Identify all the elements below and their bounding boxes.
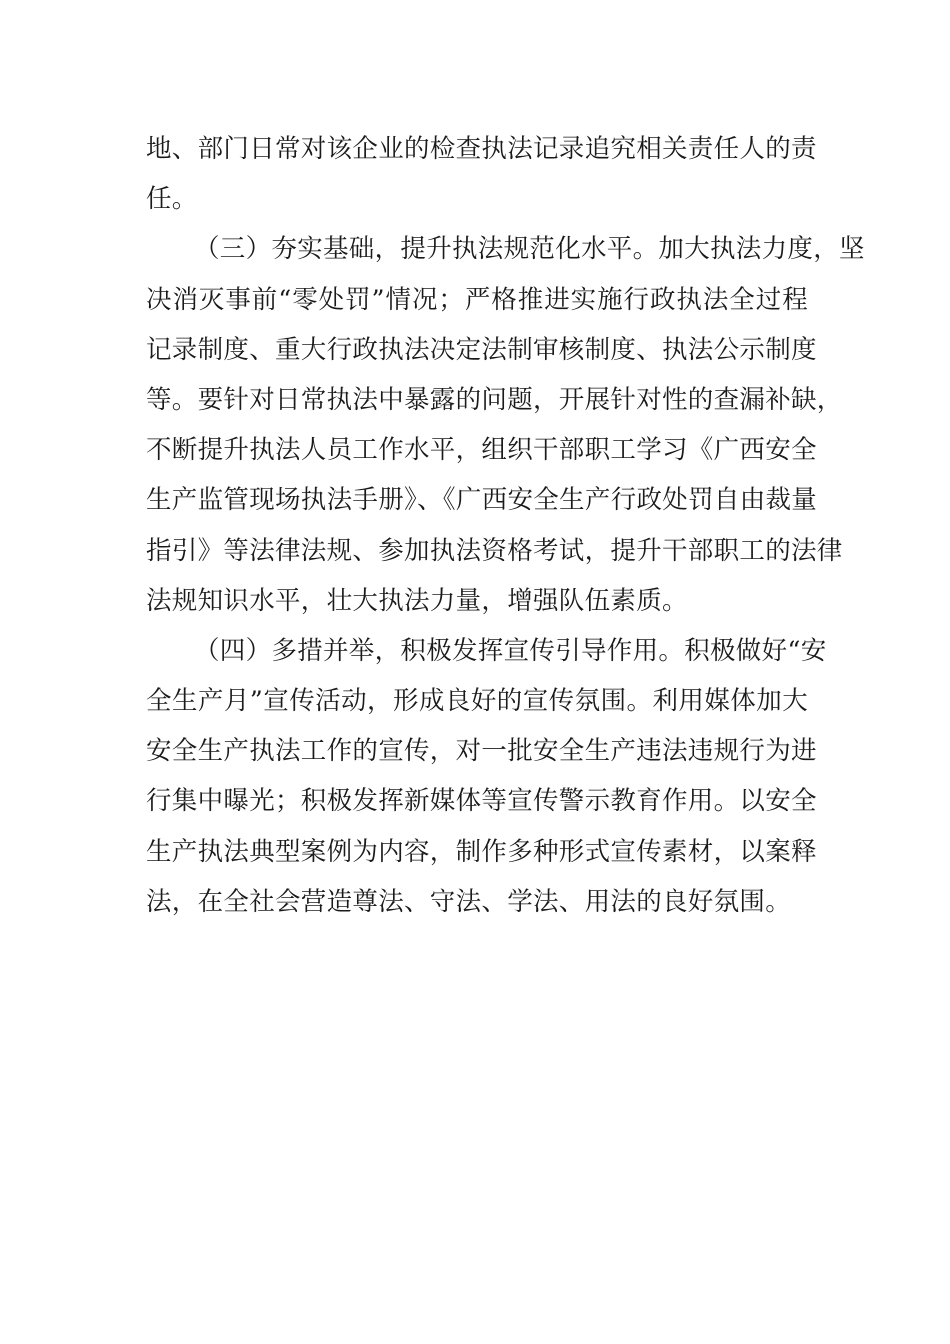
- text-line: 决消灭事前“零处罚”情况；严格推进实施行政执法全过程: [146, 284, 808, 315]
- text-line: 任。: [146, 184, 198, 215]
- text-line: 生产监管现场执法手册》、《广西安全生产行政处罚自由裁量: [146, 485, 818, 516]
- text-line: （四）多措并举，积极发挥宣传引导作用。积极做好“安: [194, 635, 827, 666]
- text-line: 安全生产执法工作的宣传，对一批安全生产违法违规行为进: [146, 736, 817, 767]
- text-line: （三）夯实基础，提升执法规范化水平。加大执法力度，坚: [194, 234, 865, 265]
- text-line: 地、部门日常对该企业的检查执法记录追究相关责任人的责: [146, 134, 817, 164]
- text-line: 不断提升执法人员工作水平，组织干部职工学习《广西安全: [146, 435, 817, 466]
- text-line: 法，在全社会营造尊法、守法、学法、用法的良好氛围。: [146, 886, 792, 917]
- text-line: 等。要针对日常执法中暴露的问题，开展针对性的查漏补缺，: [146, 384, 843, 415]
- text-line: 指引》等法律法规、参加执法资格考试，提升干部职工的法律: [146, 535, 843, 566]
- text-line: 生产执法典型案例为内容，制作多种形式宣传素材，以案释: [146, 836, 817, 867]
- text-line: 法规知识水平，壮大执法力量，增强队伍素质。: [146, 585, 688, 616]
- text-line: 记录制度、重大行政执法决定法制审核制度、执法公示制度: [146, 334, 817, 365]
- text-line: 全生产月”宣传活动，形成良好的宣传氛围。利用媒体加大: [146, 686, 808, 717]
- text-line: 行集中曝光；积极发挥新媒体等宣传警示教育作用。以安全: [146, 786, 817, 817]
- document-body: [146, 124, 865, 927]
